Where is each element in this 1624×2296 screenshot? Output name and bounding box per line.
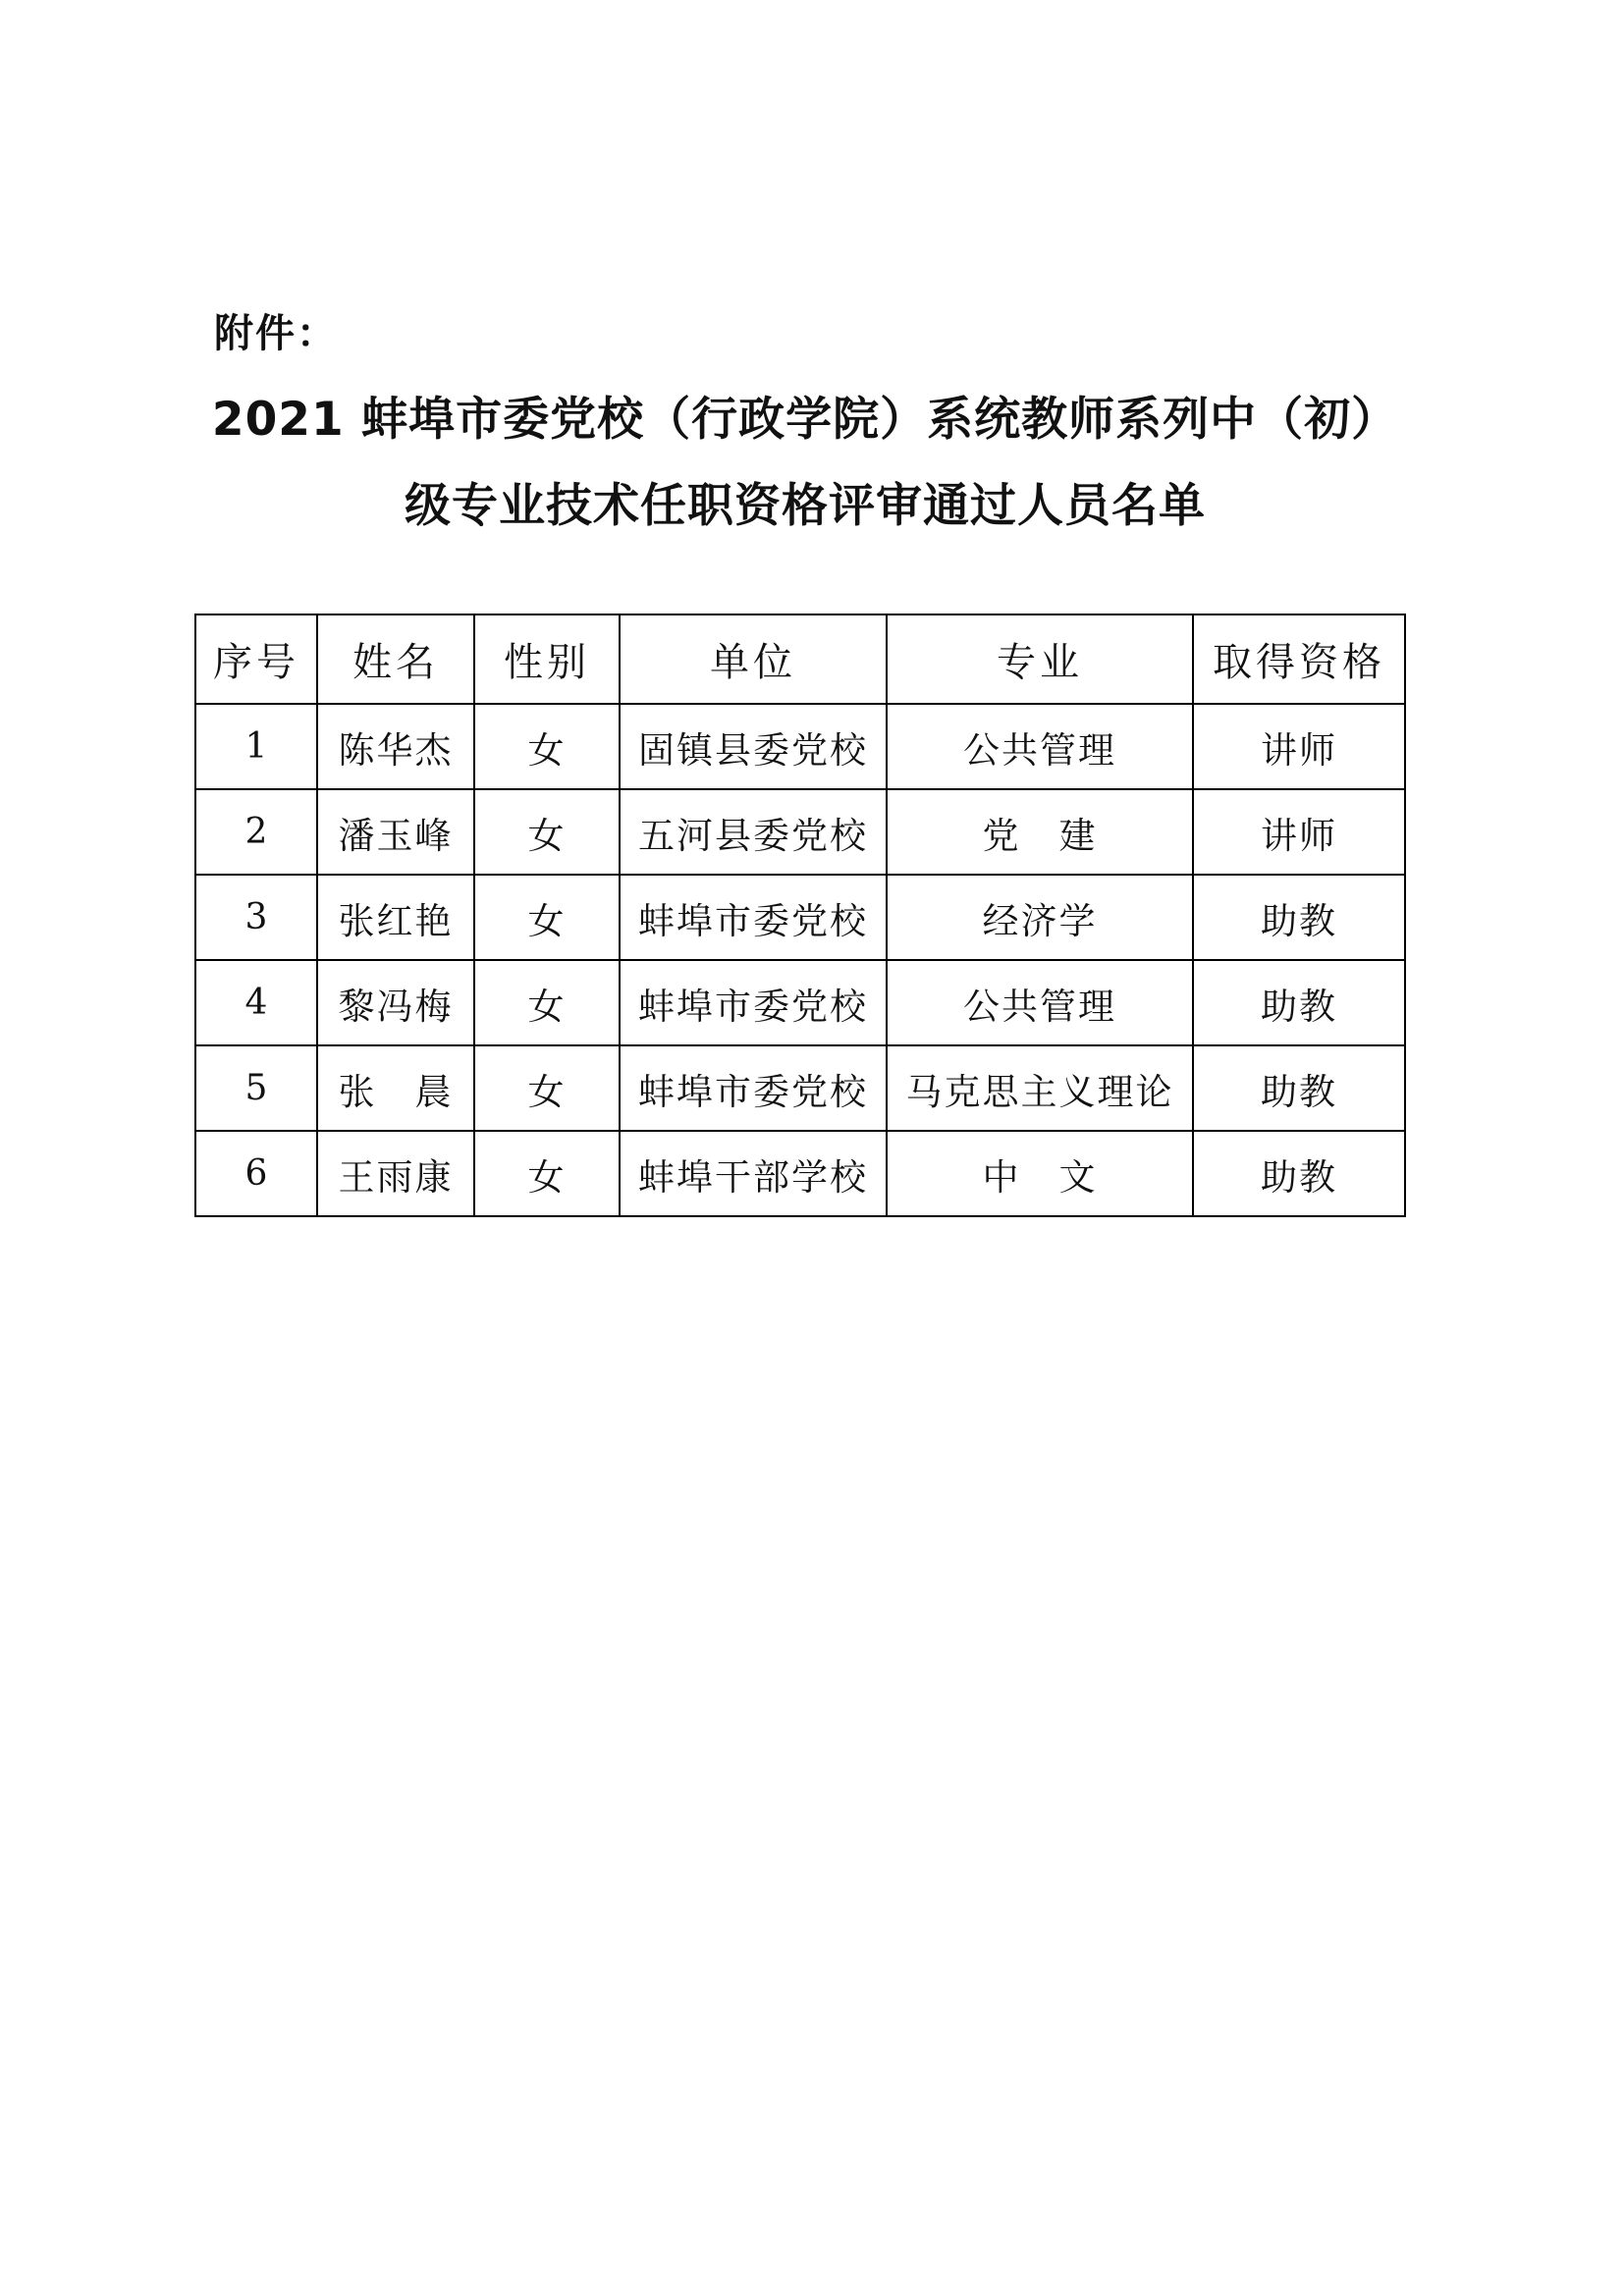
cell-name: 潘玉峰 [317,789,474,875]
attachment-label: 附件： [214,311,338,356]
column-header-qualification: 取得资格 [1193,614,1405,704]
table-header-row [195,614,1405,704]
table-row [195,875,1405,960]
column-header-index: 序号 [195,614,317,704]
cell-gender: 女 [474,960,620,1045]
column-header-unit: 单位 [620,614,887,704]
table-row [195,1131,1405,1216]
column-header-name: 姓名 [317,614,474,704]
roster-table [194,614,1406,1217]
cell-name: 黎冯梅 [317,960,474,1045]
cell-qualification: 助教 [1193,875,1405,960]
cell-gender: 女 [474,704,620,789]
cell-unit: 蚌埠市委党校 [620,1045,887,1131]
cell-major: 党 建 [887,789,1193,875]
cell-unit: 蚌埠市委党校 [620,960,887,1045]
cell-qualification: 助教 [1193,1045,1405,1131]
cell-name: 张红艳 [317,875,474,960]
cell-gender: 女 [474,1131,620,1216]
cell-index: 2 [195,789,317,875]
cell-name: 张 晨 [317,1045,474,1131]
cell-major: 经济学 [887,875,1193,960]
cell-major: 公共管理 [887,704,1193,789]
column-header-gender: 性别 [474,614,620,704]
cell-index: 1 [195,704,317,789]
cell-index: 4 [195,960,317,1045]
cell-qualification: 讲师 [1193,789,1405,875]
cell-gender: 女 [474,789,620,875]
cell-major: 公共管理 [887,960,1193,1045]
cell-unit: 五河县委党校 [620,789,887,875]
cell-unit: 固镇县委党校 [620,704,887,789]
table-row [195,960,1405,1045]
cell-gender: 女 [474,1045,620,1131]
table-row [195,1045,1405,1131]
cell-index: 6 [195,1131,317,1216]
table-row [195,704,1405,789]
cell-major: 马克思主义理论 [887,1045,1193,1131]
cell-gender: 女 [474,875,620,960]
cell-unit: 蚌埠市委党校 [620,875,887,960]
document-title-line-2: 级专业技术任职资格评审通过人员名单 [405,479,1206,533]
cell-name: 王雨康 [317,1131,474,1216]
cell-qualification: 助教 [1193,1131,1405,1216]
cell-index: 5 [195,1045,317,1131]
column-header-major: 专业 [887,614,1193,704]
cell-unit: 蚌埠干部学校 [620,1131,887,1216]
cell-qualification: 讲师 [1193,704,1405,789]
cell-index: 3 [195,875,317,960]
cell-qualification: 助教 [1193,960,1405,1045]
table-row [195,789,1405,875]
cell-name: 陈华杰 [317,704,474,789]
cell-major: 中 文 [887,1131,1193,1216]
document-title-line-1: 2021 蚌埠市委党校（行政学院）系统教师系列中（初） [211,393,1399,447]
